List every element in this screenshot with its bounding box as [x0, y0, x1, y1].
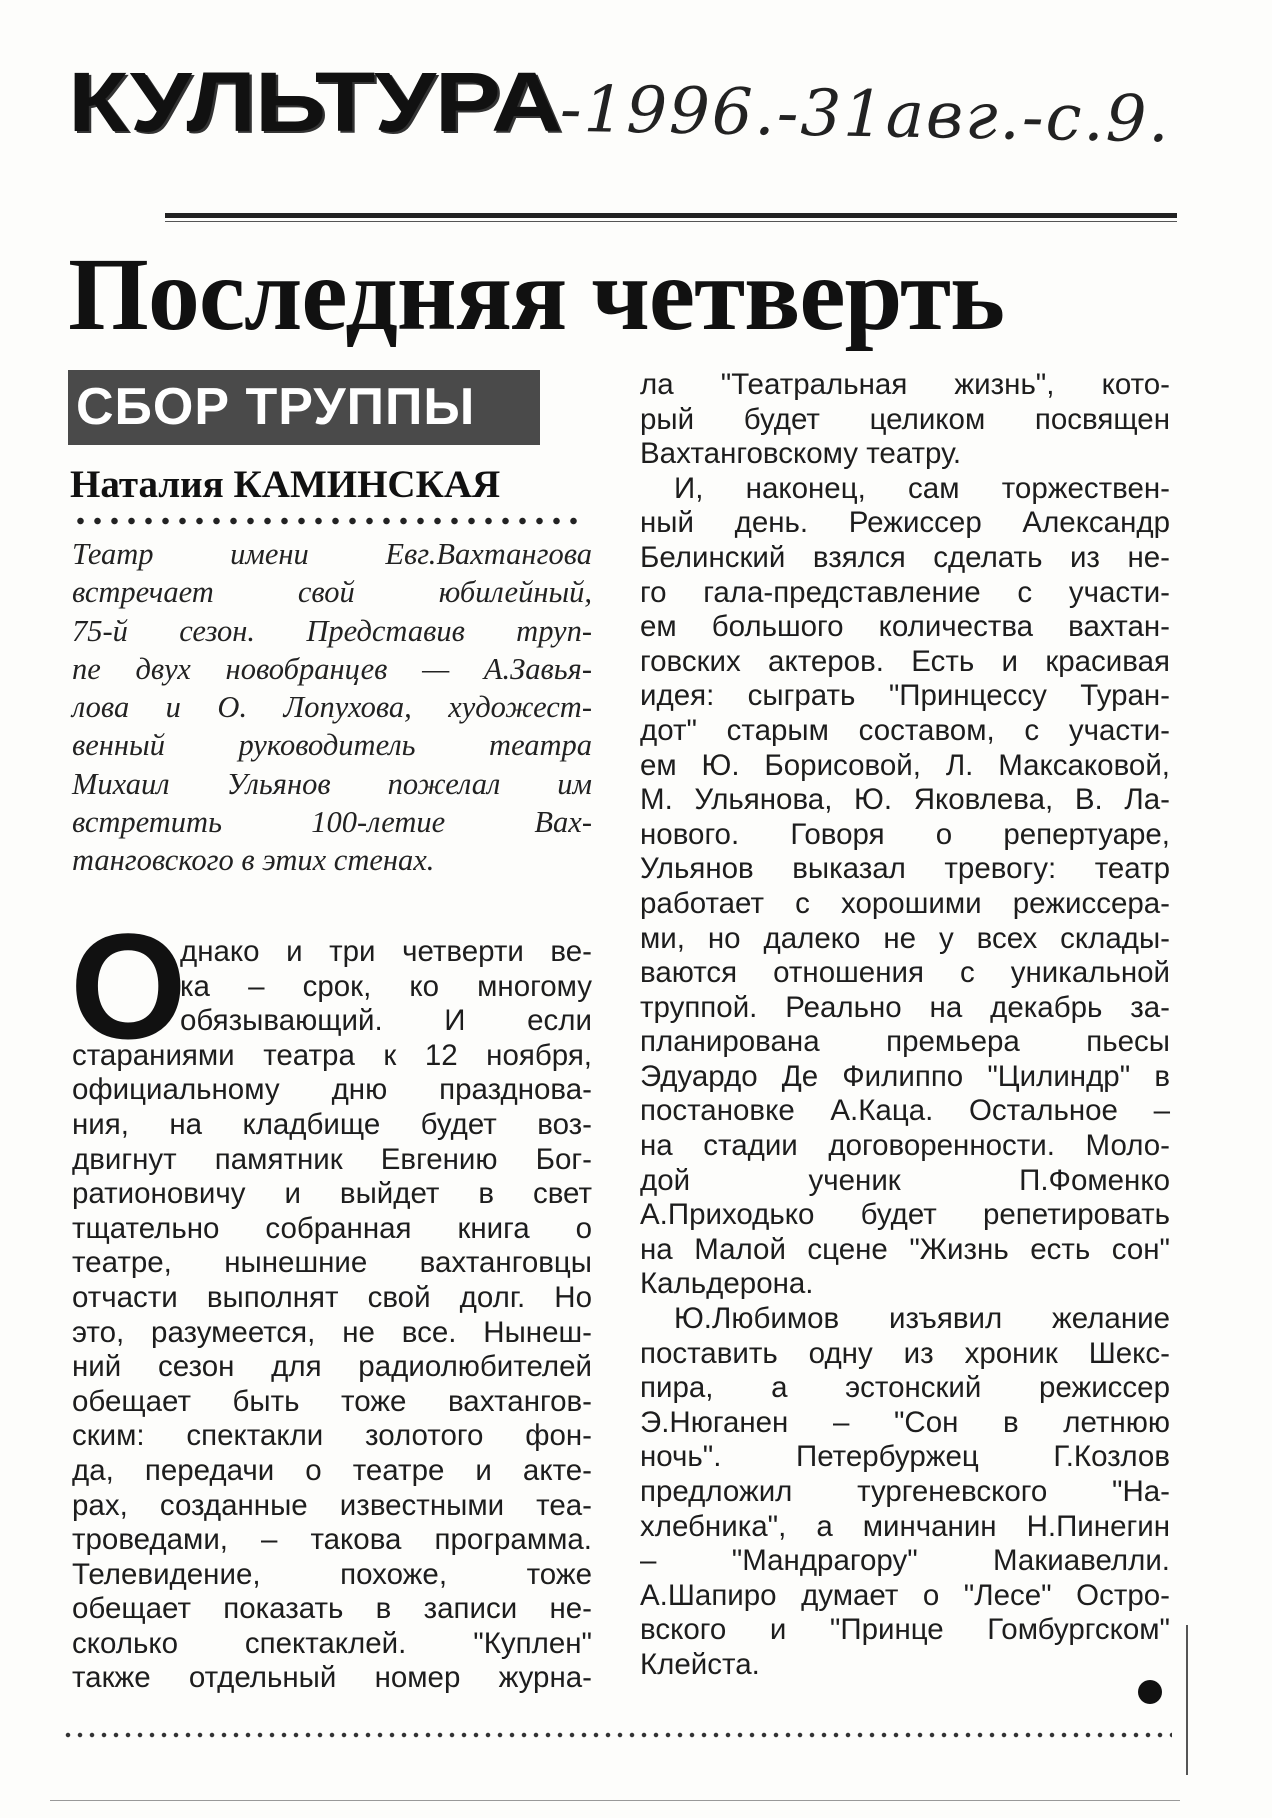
body-line: дот" старым составом, с участи- [640, 713, 1170, 747]
body-line: Ю.Любимов изъявил желание [674, 1302, 1170, 1336]
byline-dot-rule [72, 513, 582, 529]
body-line: стараниями театра к 12 ноября, [72, 1038, 592, 1072]
lead-line: лова и О. Лопухова, художест- [72, 690, 592, 725]
body-line: Кальдерона. [640, 1267, 814, 1301]
body-line: нового. Говоря о репертуаре, [640, 817, 1170, 851]
drop-cap: О [70, 902, 187, 1070]
end-of-article-mark [1138, 1680, 1162, 1704]
lead-line: пе двух новобранцев — А.Завья- [72, 651, 592, 686]
body-line: ем Ю. Борисовой, Л. Максаковой, [640, 748, 1170, 782]
body-line: театре, нынешние вахтанговцы [72, 1246, 592, 1280]
body-line: ка – срок, ко многому [180, 969, 592, 1003]
body-line: Ульянов выказал тревогу: театр [640, 852, 1170, 886]
body-line: ми, но далеко не у всех склады- [640, 921, 1170, 955]
body-line: планирована премьера пьесы [640, 1025, 1170, 1059]
body-line: на Малой сцене "Жизнь есть сон" [640, 1232, 1170, 1266]
body-line: официальному дню празднова- [72, 1073, 592, 1107]
body-line: дой ученик П.Фоменко [640, 1163, 1170, 1197]
body-line: ния, на кладбище будет воз- [72, 1107, 592, 1141]
body-line: ваются отношения с уникальной [640, 956, 1170, 990]
body-line: Э.Нюганен – "Сон в летнюю [640, 1405, 1170, 1439]
body-line: М. Ульянова, Ю. Яковлева, В. Ла- [640, 783, 1170, 817]
body-line: Клейста. [640, 1647, 760, 1681]
body-line: труппой. Реально на декабрь за- [640, 990, 1170, 1024]
body-line: рый будет целиком посвящен [640, 402, 1170, 436]
lead-line: венный руководитель театра [72, 728, 592, 763]
lead-line: встречает свой юбилейный, [72, 575, 592, 610]
lead-line: встретить 100-летие Вах- [72, 805, 592, 840]
body-line: да, передачи о театре и акте- [72, 1453, 592, 1487]
body-line: троведами, – такова программа. [72, 1523, 592, 1557]
article-lead [72, 535, 592, 880]
body-line: говских актеров. Есть и красивая [640, 644, 1170, 678]
body-line: ночь". Петербуржец Г.Козлов [640, 1440, 1170, 1474]
article-headline: Последняя четверть [68, 237, 1005, 352]
body-line: идея: сыграть "Принцессу Туран- [640, 679, 1170, 713]
body-line: также отдельный номер журна- [72, 1661, 592, 1695]
bottom-rule [50, 1800, 1180, 1801]
bottom-dot-rule [62, 1730, 1172, 1740]
rubric-banner: СБОР ТРУППЫ [68, 370, 540, 445]
body-line: предложил тургеневского "На- [640, 1475, 1170, 1508]
body-line: вского и "Принце Гомбургском" [640, 1613, 1170, 1647]
body-line: ратионовичу и выйдет в свет [72, 1177, 592, 1211]
body-line: отчасти выполнят свой долг. Но [72, 1280, 592, 1314]
body-line: сколько спектаклей. "Куплен" [72, 1626, 592, 1660]
body-line: рах, созданные известными теа- [72, 1488, 592, 1522]
body-line: обещает показать в записи не- [72, 1592, 592, 1626]
column-border-line [1186, 1625, 1188, 1775]
body-line: А.Шапиро думает о "Лесе" Остро- [640, 1578, 1170, 1612]
body-line: ем большого количества вахтан- [640, 610, 1170, 644]
section-masthead: КУЛЬТУРА [68, 55, 562, 149]
body-line: ный день. Режиссер Александр [640, 506, 1170, 540]
body-line: на стадии договоренности. Моло- [640, 1129, 1170, 1163]
lead-line: танговского в этих стенах. [72, 843, 435, 878]
body-line: обещает быть тоже вахтангов- [72, 1384, 592, 1418]
lead-line: Михаил Ульянов пожелал им [72, 766, 592, 801]
body-line: это, разумеется, не все. Нынеш- [72, 1315, 592, 1349]
body-line: ским: спектакли золотого фон- [72, 1419, 592, 1453]
body-column-left [72, 935, 592, 1696]
body-line: двигнут памятник Евгению Бог- [72, 1142, 592, 1176]
body-line: ла "Театральная жизнь", кото- [640, 368, 1170, 401]
body-line: поставить одну из хроник Шекс- [640, 1336, 1170, 1370]
body-line: Белинский взялся сделать из не- [640, 540, 1170, 574]
body-column-right [640, 368, 1170, 1683]
body-line: постановке А.Каца. Остальное – [640, 1094, 1170, 1128]
body-line: Телевидение, похоже, тоже [72, 1557, 592, 1591]
body-line: ний сезон для радиолюбителей [72, 1350, 592, 1384]
lead-line: 75-й сезон. Представив труп- [72, 613, 592, 648]
body-line: обязывающий. И если [180, 1004, 592, 1038]
body-line: Эдуардо Де Филиппо "Цилиндр" в [640, 1059, 1170, 1093]
body-line: А.Приходько будет репетировать [640, 1198, 1170, 1232]
body-line: хлебника", а минчанин Н.Пинегин [640, 1509, 1170, 1543]
top-rule [165, 213, 1177, 218]
body-line: И, наконец, сам торжествен- [674, 471, 1170, 505]
top-rule-thin [165, 221, 1177, 222]
body-line: работает с хорошими режиссера- [640, 886, 1170, 920]
body-line: го гала-представление с участи- [640, 575, 1170, 609]
body-line: – "Мандрагору" Макиавелли. [640, 1544, 1170, 1578]
body-line: Вахтанговскому театру. [640, 437, 962, 471]
author-byline: Наталия КАМИНСКАЯ [70, 463, 501, 506]
body-line: пира, а эстонский режиссер [640, 1371, 1170, 1405]
lead-line: Театр имени Евг.Вахтангова [72, 537, 592, 571]
body-line: тщательно собранная книга о [72, 1211, 592, 1245]
handwritten-date-note: -1996.-31авг.-с.9. [559, 72, 1172, 158]
body-line: днако и три четверти ве- [180, 935, 592, 968]
